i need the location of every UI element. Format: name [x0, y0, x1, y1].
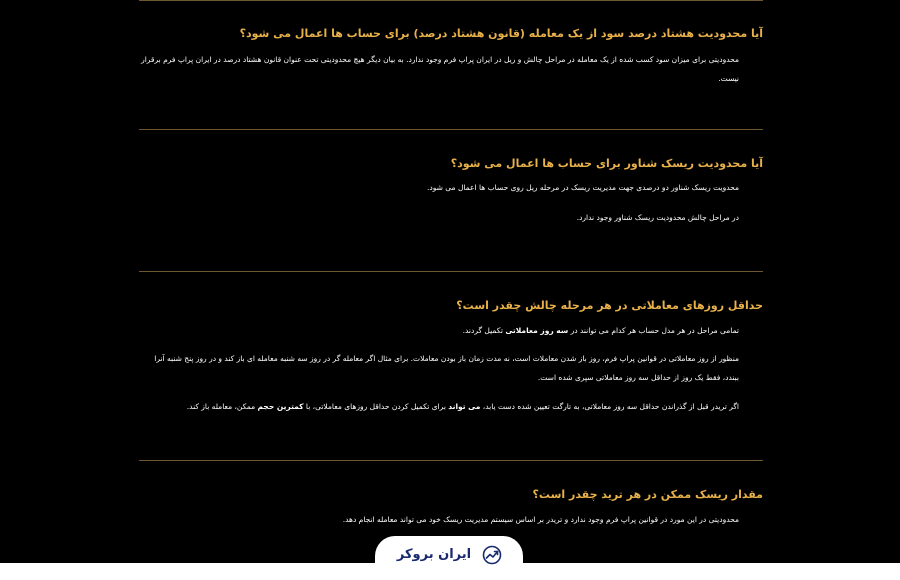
answer-text: تکمیل گردند. [462, 326, 506, 335]
faq-answer [139, 397, 739, 416]
trend-chart-icon [482, 545, 502, 565]
section-divider [139, 129, 763, 130]
answer-emphasis: می تواند [448, 402, 481, 411]
answer-emphasis: سه روز معاملاتی [505, 326, 569, 335]
faq-question[interactable]: آیا محدودیت هشتاد درصد سود از یک معامله (قانون هشتاد درصد) برای حساب ها اعمال می شود؟ [239, 27, 763, 40]
faq-answer: در مراحل چالش محدودیت ریسک شناور وجود ندارد. [576, 213, 739, 222]
faq-answer: منظور از روز معاملاتی در قوانین پراپ فرم، روز باز شدن معاملات است، نه مدت زمان باز بودن معاملات. برای مثال اگر معامله گر در روز سه شنبه معامله ای باز کند و در روز پنج شنبه آنرا ببندد، فقط یک روز از حداقل سه روز معاملاتی سپری شده است. [154, 354, 739, 382]
faq-answer [139, 321, 739, 340]
faq-answer: محدودیتی برای میزان سود کسب شده از یک معامله در مراحل چالش و ریل در ایران پراپ فرم وجود ندارد. به بیان دیگر هیچ محدودیتی تحت عنوان قانون هشتاد درصد در ایران پراپ فرم برقرار نیست. [141, 55, 739, 83]
answer-emphasis: کمترین حجم [257, 402, 304, 411]
faq-question[interactable]: مقدار ریسک ممکن در هر ترید چقدر است؟ [532, 488, 763, 501]
answer-text: برای تکمیل کردن حداقل روزهای معاملاتی، با [303, 402, 449, 411]
section-divider [139, 0, 763, 1]
answer-text: اگر تریدر قبل از گذراندن حداقل سه روز معاملاتی، به تارگت تعیین شده دست یابد، [480, 402, 739, 411]
answer-text: ممکن، معامله باز کند. [186, 402, 258, 411]
faq-question[interactable]: آیا محدودیت ریسک شناور برای حساب ها اعمال می شود؟ [450, 157, 763, 170]
faq-answer: محدودیتی در این مورد در قوانین پراپ فرم وجود ندارد و تریدر بر اساس سیستم مدیریت ریسک خود می تواند معامله انجام دهد. [342, 515, 739, 524]
faq-question[interactable]: حداقل روزهای معاملاتی در هر مرحله چالش چقدر است؟ [456, 299, 763, 312]
brand-logo-text[interactable]: ایران بروکر [396, 547, 472, 562]
faq-answer: محدویت ریسک شناور دو درصدی جهت مدیریت ریسک در مرحله ریل روی حساب ها اعمال می شود. [427, 183, 739, 192]
answer-text: تمامی مراحل در هر مدل حساب هر کدام می توانند در [568, 326, 739, 335]
section-divider [139, 271, 763, 272]
section-divider [139, 460, 763, 461]
